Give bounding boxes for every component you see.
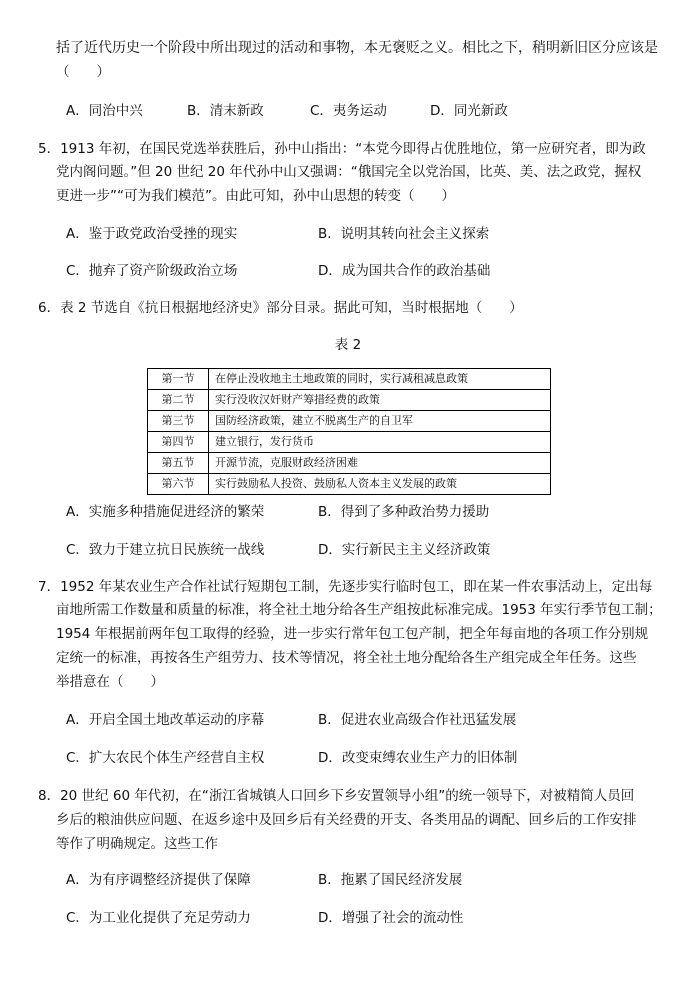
q7-stem-line-5: 举措意在（ ） [56,674,164,690]
table-row [148,390,551,411]
q6-option-b: B．得到了多种政治势力援助 [318,504,490,520]
q6-option-d: D．实行新民主主义经济政策 [318,542,491,558]
table-cell-section: 第五节 [148,453,209,474]
q5-stem-line-3: 更进一步”“可为我们模范”。由此可知，孙中山思想的转变（ ） [56,188,455,204]
q6-stem-line-1: 6．表 2 节选自《抗日根据地经济史》部分目录。据此可知，当时根据地（ ） [38,300,523,316]
table-row [148,453,551,474]
table-cell-content: 实行没收汉奸财产筹措经费的政策 [209,390,551,411]
q7-stem-line-2: 亩地所需工作数量和质量的标准，将全社土地分给各生产组按此标准完成。1953 年实行季节包工制； [56,602,662,618]
q4-option-c: C．夷务运动 [310,103,387,119]
q5-option-a: A．鉴于政党政治受挫的现实 [66,226,238,242]
table-cell-content: 建立银行，发行货币 [209,432,551,453]
table-row [148,432,551,453]
q5-stem-line-2: 党内阁问题。”但 20 世纪 20 年代孙中山又强调：“俄国完全以党治国，比英、美、法之政党，握权 [56,164,642,180]
table-cell-content: 在停止没收地主土地政策的同时，实行减租减息政策 [209,369,551,390]
table-cell-section: 第一节 [148,369,209,390]
q8-option-b: B．拖累了国民经济发展 [318,872,463,888]
q5-stem-line-1: 5．1913 年初，在国民党选举获胜后，孙中山指出：“本党今即得占优胜地位，第一应研究者，即为政 [38,141,646,157]
q7-stem-line-4: 定统一的标准，再按各生产组劳力、技术等情况，将全社土地分配给各生产组完成全年任务。这些 [56,650,637,666]
q8-option-c: C．为工业化提供了充足劳动力 [66,910,251,926]
q7-stem-line-1: 7．1952 年某农业生产合作社试行短期包工制，先逐步实行临时包工，即在某一件农事活动上，定出每 [38,579,653,595]
q5-option-d: D．成为国共合作的政治基础 [318,263,491,279]
table-cell-section: 第三节 [148,411,209,432]
q8-stem-line-2: 乡后的粮油供应问题、在返乡途中及回乡后有关经费的开支、各类用品的调配、回乡后的工作安排 [56,812,637,828]
q7-option-c: C．扩大农民个体生产经营自主权 [66,750,265,766]
q8-stem-line-3: 等作了明确规定。这些工作 [56,836,218,852]
directory-table [147,368,551,495]
q7-option-a: A．开启全国土地改革运动的序幕 [66,712,265,728]
q4-option-b: B．清末新政 [187,103,264,119]
table-cell-section: 第六节 [148,474,209,495]
q5-option-b: B．说明其转向社会主义探索 [318,226,490,242]
q8-stem-line-1: 8．20 世纪 60 年代初，在“浙江省城镇人口回乡下乡安置领导小组”的统一领导下，对被精简人员回 [38,788,635,804]
table-cell-section: 第四节 [148,432,209,453]
table-row [148,369,551,390]
table-cell-section: 第二节 [148,390,209,411]
table-cell-content: 国防经济政策，建立不脱离生产的自卫军 [209,411,551,432]
q7-stem-line-3: 1954 年根据前两年包工取得的经验，进一步实行常年包工包产制，把全年每亩地的各项工作分别规 [56,626,649,642]
q4-option-a: A．同治中兴 [66,103,143,119]
q7-option-b: B．促进农业高级合作社迅猛发展 [318,712,517,728]
q4-option-d: D．同光新政 [430,103,508,119]
table-cell-content: 开源节流，克服财政经济困难 [209,453,551,474]
q6-option-c: C．致力于建立抗日民族统一战线 [66,542,265,558]
q8-option-d: D．增强了社会的流动性 [318,910,464,926]
table-row [148,474,551,495]
q6-option-a: A．实施多种措施促进经济的繁荣 [66,504,265,520]
q7-option-d: D．改变束缚农业生产力的旧体制 [318,750,518,766]
q4-stem-line-1: 括了近代历史一个阶段中所出现过的活动和事物，本无褒贬之义。相比之下，稍明新旧区分应该是 [56,40,658,56]
q8-option-a: A．为有序调整经济提供了保障 [66,872,251,888]
table-cell-content: 实行鼓励私人投资、鼓励私人资本主义发展的政策 [209,474,551,495]
q5-option-c: C．抛弃了资产阶级政治立场 [66,263,238,279]
q4-stem-line-2: （ ） [56,64,110,80]
table-caption: 表 2 [334,337,362,353]
table-row [148,411,551,432]
